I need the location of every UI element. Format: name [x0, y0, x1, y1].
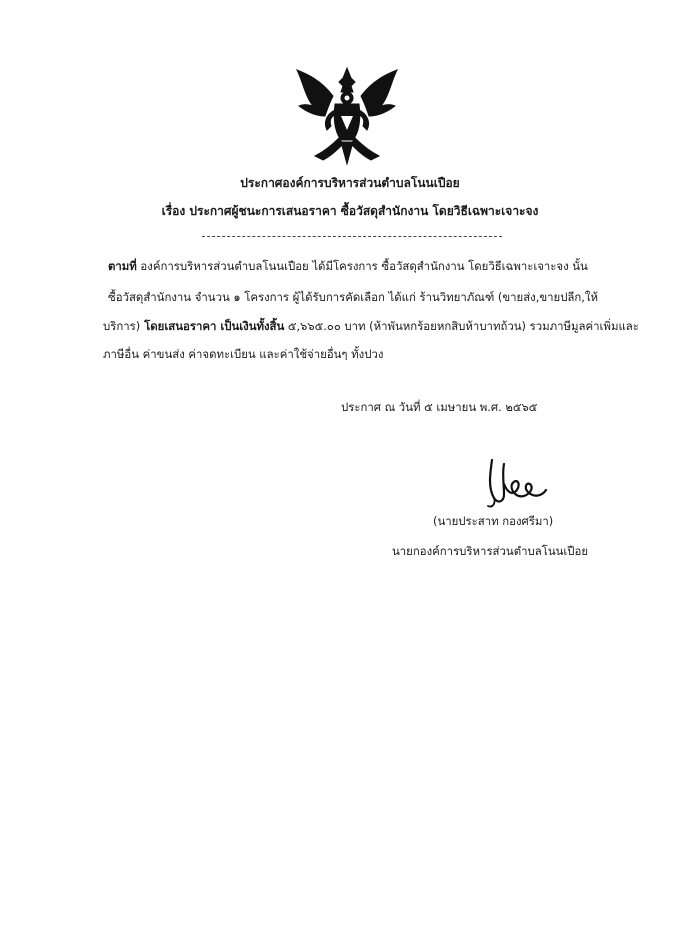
body-line-3-a: บริการ) — [103, 319, 141, 333]
body-line-3-c: ๕,๖๖๕.๐๐ บาท (ห้าพันหกร้อยหกสิบห้าบาทถ้วน) รวมภาษีมูลค่าเพิ่มและ — [284, 319, 639, 333]
body-lead-word: ตามที่ — [108, 259, 137, 273]
body-line-3-b: โดยเสนอราคา เป็นเงินทั้งสิ้น — [140, 319, 285, 333]
separator-rule — [202, 236, 502, 237]
signer-title: นายกองค์การบริหารส่วนตำบลโนนเปือย — [392, 544, 589, 558]
handwritten-signature-icon — [480, 454, 550, 510]
signer-name: (นายประสาท กองศรีมา) — [433, 514, 554, 528]
document-title: ประกาศองค์การบริหารส่วนตำบลโนนเปือย — [240, 176, 460, 190]
document-subject: เรื่อง ประกาศผู้ชนะการเสนอราคา ซื้อวัสดุสำนักงาน โดยวิธีเฉพาะเจาะจง — [161, 204, 539, 218]
body-line-1 — [108, 258, 588, 274]
announcement-date: ประกาศ ณ วันที่ ๕ เมษายน พ.ศ. ๒๕๖๕ — [341, 400, 538, 414]
body-line-1-text: องค์การบริหารส่วนตำบลโนนเปือย ได้มีโครงการ ซื้อวัสดุสำนักงาน โดยวิธีเฉพาะเจาะจง นั้น — [136, 259, 588, 273]
body-line-4: ภาษีอื่น ค่าขนส่ง ค่าจดทะเบียน และค่าใช้จ่ายอื่นๆ ทั้งปวง — [103, 347, 384, 361]
body-line-3 — [103, 318, 639, 334]
body-line-2: ซื้อวัสดุสำนักงาน จำนวน ๑ โครงการ ผู้ได้รับการคัดเลือก ได้แก่ ร้านวิทยาภัณฑ์ (ขายส่ง,ขายปลีก,ให้ — [108, 290, 598, 304]
garuda-emblem-icon — [293, 60, 401, 170]
